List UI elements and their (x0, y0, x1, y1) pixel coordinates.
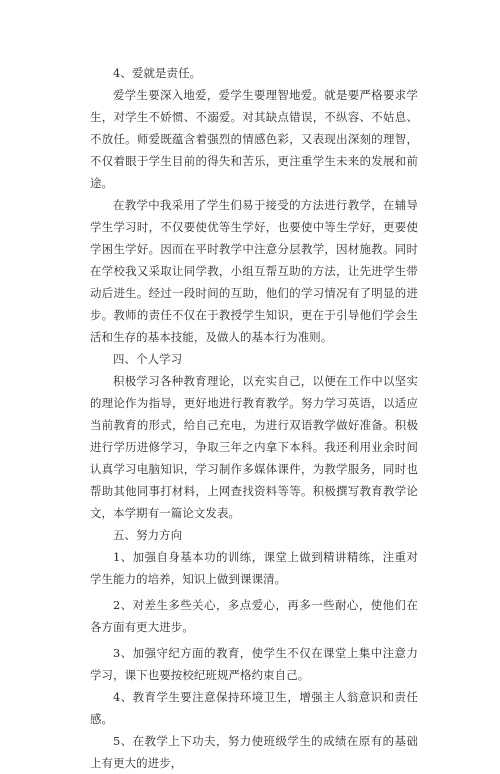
list-item-3: 3、加强守纪方面的教育，使学生不仅在课堂上集中注意力学习，课下也要按校纪班规严格约束自己。 (90, 646, 418, 682)
list-item-4: 4、教育学生要注意保持环境卫生，增强主人翁意识和责任感。 (90, 690, 418, 726)
list-item-1: 1、加强自身基本功的训练，课堂上做到精讲精练，注重对学生能力的培养，知识上做到课课清。 (90, 550, 418, 586)
list-item-5: 5、在教学上下功夫，努力使班级学生的成绩在原有的基础上有更大的进步， (90, 734, 418, 770)
paragraph-teaching-methods: 在教学中我采用了学生们易于接受的方法进行教学，在辅导学生学习时，不仅要使优等生学好，也要使中等生学好，更要使学困生学好。因而在平时教学中注意分层教学，因材施教。同时在学校我又采取让同学教，小组互帮互助的方法，让先进学生带动后进生。经过一段时间的互助，他们的学习情况有了明显的进步。教师的责任不仅在于教授学生知识，更在于引导他们学会生活和生存的基本技能，及做人的基本行为准则。 (90, 198, 418, 344)
section-heading-direction: 五、努力方向 (113, 528, 183, 542)
paragraph-love-students: 爱学生要深入地爱，爱学生要理智地爱。就是要严格要求学生，对学生不娇惯、不溺爱。对其缺点错误，不纵容、不姑息、不放任。师爱既蕴含着强烈的情感色彩，又表现出深刻的理智，不仅着眼于学生目前的得失和苦乐，更注重学生未来的发展和前途。 (90, 88, 418, 190)
paragraph-personal-study: 积极学习各种教育理论，以充实自己，以便在工作中以坚实的理论作为指导，更好地进行教育教学。努力学习英语，以适应当前教育的形式，给自己充电，为进行双语教学做好准备。积极进行学历进修学习，争取三年之内拿下本科。我还利用业余时间认真学习电脑知识，学习制作多媒体课件，为教学服务，同时也帮助其他同事打材料，上网查找资料等等。积极撰写教育教学论文，本学期有一篇论文发表。 (90, 374, 418, 520)
list-item-2: 2、对差生多些关心，多点爱心，再多一些耐心，使他们在各方面有更大进步。 (90, 598, 418, 634)
section-heading-love-is-responsibility: 4、爱就是责任。 (113, 66, 202, 80)
section-heading-personal-study: 四、个人学习 (113, 352, 183, 366)
